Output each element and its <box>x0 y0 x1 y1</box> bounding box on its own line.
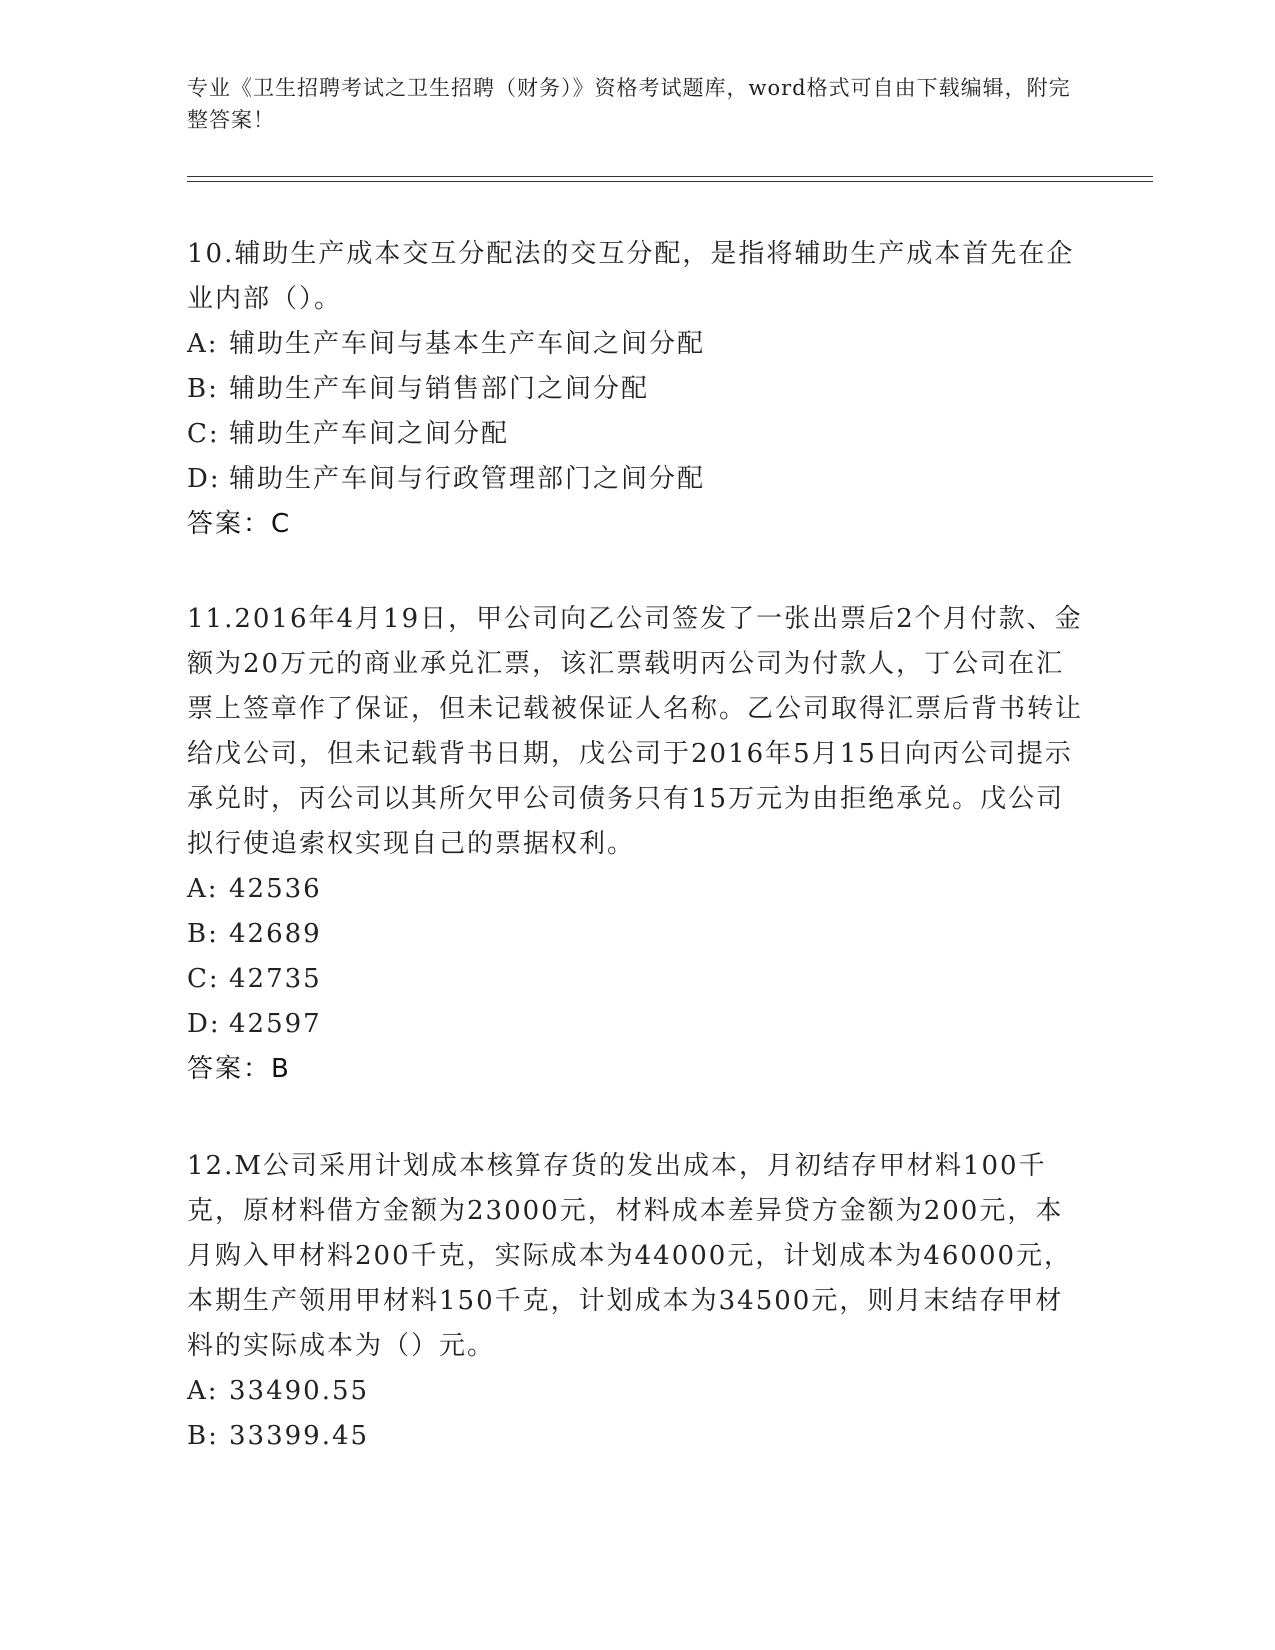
option-c <box>187 957 1087 1002</box>
option-label: B: <box>187 919 219 949</box>
question-stem: 12.M公司采用计划成本核算存货的发出成本，月初结存甲材料100千克，原材料借方金额为23000元，材料成本差异贷方金额为200元，本月购入甲材料200千克，实际成本为44000元，计划成本为46000元，本期生产领用甲材料150千克，计划成本为34500元，则月末结存甲材料的实际成本为（）元。 <box>187 1151 1073 1361</box>
option-label: A: <box>187 329 219 359</box>
header-divider-bottom <box>187 181 1153 182</box>
option-label: B: <box>187 1421 219 1451</box>
option-a <box>187 867 1087 912</box>
option-label: C: <box>187 419 220 449</box>
option-text: 42735 <box>229 964 322 994</box>
header-divider-top <box>187 176 1153 177</box>
option-b <box>187 1414 1087 1459</box>
question-stem: 10.辅助生产成本交互分配法的交互分配，是指将辅助生产成本首先在企业内部（）。 <box>187 239 1075 314</box>
option-a <box>187 322 1087 367</box>
option-d <box>187 1002 1087 1047</box>
option-text: 42689 <box>229 919 322 949</box>
option-text: 辅助生产车间之间分配 <box>229 419 510 449</box>
option-c <box>187 412 1087 457</box>
option-b <box>187 912 1087 957</box>
option-text: 33399.45 <box>229 1421 370 1451</box>
option-label: A: <box>187 874 219 904</box>
option-b <box>187 367 1087 412</box>
option-text: 42536 <box>229 874 322 904</box>
option-label: D: <box>187 464 221 494</box>
answer-line: 答案：B <box>187 1054 291 1084</box>
question-12 <box>187 1144 1087 1459</box>
question-stem: 11.2016年4月19日，甲公司向乙公司签发了一张出票后2个月付款、金额为20万元的商业承兑汇票，该汇票载明丙公司为付款人，丁公司在汇票上签章作了保证，但未记载被保证人名称。乙公司取得汇票后背书转让给戊公司，但未记载背书日期，戊公司于2016年5月15日向丙公司提示承兑时，丙公司以其所欠甲公司债务只有15万元为由拒绝承兑。戊公司拟行使追索权实现自己的票据权利。 <box>187 604 1084 859</box>
option-label: B: <box>187 374 219 404</box>
answer-line: 答案：C <box>187 509 292 539</box>
option-label: A: <box>187 1376 219 1406</box>
option-d <box>187 457 1087 502</box>
option-text: 辅助生产车间与行政管理部门之间分配 <box>229 464 706 494</box>
document-header: 专业《卫生招聘考试之卫生招聘（财务）》资格考试题库，word格式可自由下载编辑，附完整答案！ <box>187 76 1071 132</box>
option-label: C: <box>187 964 220 994</box>
option-text: 辅助生产车间与销售部门之间分配 <box>229 374 650 404</box>
option-a <box>187 1369 1087 1414</box>
question-10 <box>187 232 1087 547</box>
option-text: 42597 <box>229 1009 322 1039</box>
option-label: D: <box>187 1009 221 1039</box>
option-text: 辅助生产车间与基本生产车间之间分配 <box>229 329 706 359</box>
question-11 <box>187 597 1087 1092</box>
option-text: 33490.55 <box>229 1376 370 1406</box>
